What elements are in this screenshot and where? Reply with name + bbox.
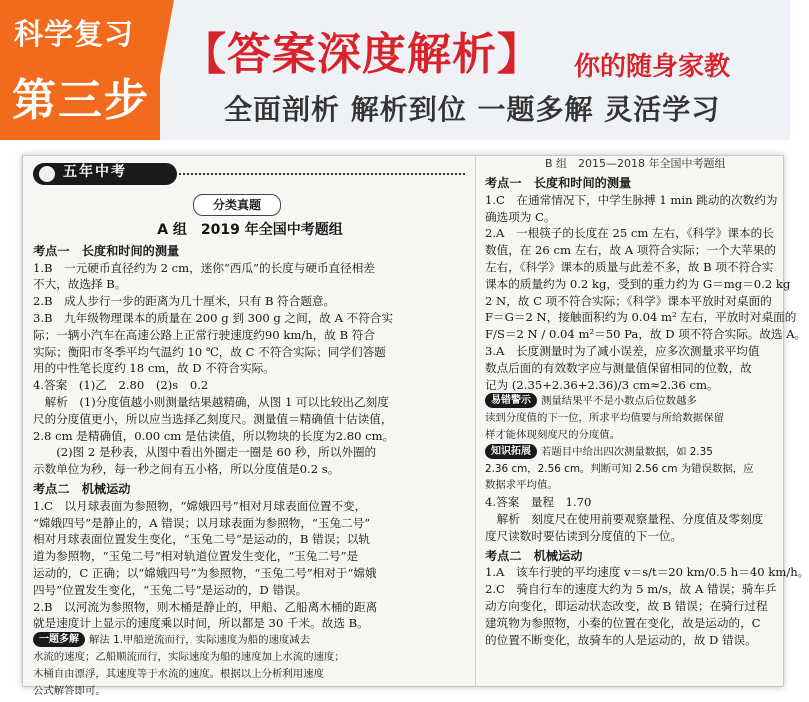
answer-item — [33, 377, 467, 478]
category-label: 分类真题 — [193, 194, 281, 216]
answer-line: 2 N，故 C 项不符合实际；《科学》课本平放时对桌面的 — [485, 293, 772, 308]
section-banner-head — [33, 163, 177, 185]
answer-line: 建筑物为参照物，小秦的位置在变化，故是运动的，C — [485, 615, 761, 630]
answer-line: 尺的分度值更小，所以应当选择乙刻度尺。测量值＝精确值十估读值， — [33, 411, 393, 426]
answer-line: 4.答案 量程 1.70 — [485, 495, 592, 510]
answer-line: (2)图 2 是秒表，从图中看出外圈走一圈是 60 秒，所以外圈的 — [33, 445, 377, 460]
answer-item — [33, 293, 467, 310]
answer-line: 相对月球表面位置发生变化，“玉兔二号”是运动的，B 错误；以轨 — [33, 532, 371, 547]
section-banner-title: 五年中考 — [63, 164, 127, 180]
answer-item — [485, 494, 785, 544]
answer-line: 课本的质量约为 0.2 kg，受到的重力约为 G＝mg＝0.2 kg — [485, 276, 791, 291]
knowledge-point-title: 考点二 机械运动 — [33, 481, 131, 496]
banner-headline: 【答案深度解析】 — [182, 29, 542, 80]
note-line: 若题目中给出四次测量数据，如 2.35 — [541, 445, 713, 458]
left-column — [33, 156, 467, 699]
answer-line: 动方向变化，即运动状态改变，故 B 错误；在骑行过程 — [485, 598, 768, 613]
answer-item — [33, 260, 467, 294]
multi-solution-note — [33, 632, 467, 699]
error-warning-badge: 易错警示 — [485, 393, 537, 408]
answer-line: 3.A 长度测量时为了减小误差，应多次测量求平均值 — [485, 343, 760, 358]
note-line: 读到分度值的下一位，所求平均值要与所给数据保留 — [485, 412, 724, 425]
answer-line: 就是速度计上显示的速度乘以时间，所以都是 30 千米。故选 B。 — [33, 616, 369, 631]
answer-item — [33, 599, 467, 633]
badge-line1: 科学复习 — [14, 17, 135, 51]
answer-line: “嫦娥四号”是静止的，A 错误；以月球表面为参照物，“玉兔二号” — [33, 515, 371, 530]
promo-banner — [0, 0, 790, 140]
answer-line: 1.C 在通常情况下，中学生脉搏 1 min 跳动的次数约为 — [485, 192, 778, 207]
answer-line: 4.答案 (1)乙 2.80 (2)s 0.2 — [33, 378, 209, 393]
answer-item — [33, 498, 467, 599]
answer-line: 实际；衡阳市冬季平均气温约 10 ℃，故 C 不符合实际；同学们答题 — [33, 344, 386, 359]
right-column — [485, 156, 809, 648]
answer-line: F＝G＝2 N，接触面积约为 0.04 m² 左右，平放时对桌面的 — [485, 310, 797, 325]
answer-line: 2.C 骑自行车的速度大约为 5 m/s，故 A 错误；骑车乒 — [485, 582, 777, 597]
answer-item — [485, 343, 785, 393]
section-banner — [33, 160, 467, 188]
note-line: 样才能体现刻度尺的分度值。 — [485, 428, 621, 441]
error-warning-note — [485, 393, 785, 443]
answer-line: 示数单位为秒，每一秒之间有五小格，所以分度值是0.2 s。 — [33, 462, 340, 477]
answer-line: 2.B 以河流为参照物，则木桶是静止的，甲船、乙船离木桶的距离 — [33, 599, 378, 614]
answer-line: 数值，在 26 cm 左右，故 A 项符合实际；一个大苹果的 — [485, 243, 776, 258]
badge-line2: 第三步 — [12, 75, 150, 126]
answer-page-scan — [22, 155, 809, 697]
answer-line: 数点后面的有效数字应与测量值保留相同的位数，故 — [485, 360, 752, 375]
step-badge — [0, 0, 160, 140]
mascot-icon — [39, 166, 55, 182]
answer-item — [485, 225, 807, 343]
answer-line: 解析 刻度尺在使用前要观察量程、分度值及零刻度 — [485, 511, 764, 526]
note-line: 测量结果平不是小数点后位数越多 — [541, 395, 697, 408]
answer-line: 2.A 一根筷子的长度在 25 cm 左右，《科学》课本的长 — [485, 226, 774, 241]
knowledge-point-title: 考点一 长度和时间的测量 — [33, 243, 180, 258]
note-line: 数据求平均值。 — [485, 479, 558, 492]
note-line: 解法 1.甲船逆流而行，实际速度为船的速度减去 — [89, 634, 311, 647]
answer-line: 2.B 成人步行一步的距离为几十厘米，只有 B 符合题意。 — [33, 294, 336, 309]
multi-solution-badge: 一题多解 — [33, 632, 85, 647]
answer-item — [485, 564, 809, 581]
knowledge-point-title: 考点二 机械运动 — [485, 548, 583, 563]
answer-item — [485, 192, 785, 226]
answer-line: 2.8 cm 是精确值，0.00 cm 是估读值，所以物块的长度为2.80 cm。 — [33, 428, 395, 443]
group-title: A 组 2019 年全国中考题组 — [157, 222, 343, 238]
answer-line: 的位置不断变化，故骑车的人是运动的，故 D 错误。 — [485, 632, 757, 647]
answer-line: 际；一辆小汽车在高速公路上正常行驶速度约90 km/h，故 B 符合 — [33, 327, 375, 342]
badge-slant — [148, 0, 174, 140]
answer-line: 不大，故选择 B。 — [33, 277, 127, 292]
column-divider — [475, 156, 476, 686]
knowledge-point-title: 考点一 长度和时间的测量 — [485, 176, 632, 190]
answer-line: F/S＝2 N / 0.04 m²＝50 Pa，故 D 项不符合实际。故选 A。 — [485, 327, 807, 342]
group-title-clipped: B 组 2015—2018 年全国中考题组 — [545, 157, 726, 170]
answer-line: 记为 (2.35+2.36+2.36)/3 cm≈2.36 cm。 — [485, 377, 719, 392]
answer-line: 道为参照物，“玉兔二号”相对轨道位置发生变化，“玉兔二号”是 — [33, 549, 359, 564]
note-line: 2.36 cm，2.56 cm。判断可知 2.56 cm 为错误数据，应 — [485, 462, 754, 475]
answer-line: 解析 (1)分度值越小则测量结果越精确，从图 1 可以比较出乙刻度 — [33, 394, 389, 409]
knowledge-extension-note — [485, 444, 785, 494]
answer-item — [33, 310, 467, 377]
knowledge-extension-badge: 知识拓展 — [485, 444, 537, 459]
section-banner-rule — [179, 173, 465, 175]
answer-line: 度尺读数时要估读到分度值的下一位。 — [485, 528, 683, 543]
note-line: 公式解答即可。 — [33, 684, 106, 697]
answer-line: 1.A 该车行驶的平均速度 v＝s/t＝20 km/0.5 h＝40 km/h。 — [485, 565, 809, 580]
answer-line: 3.B 九年级物理课本的质量在 200 g 到 300 g 之间，故 A 不符合实 — [33, 310, 394, 325]
answer-line: 左右，《科学》课本的质量与此差不多，故 B 项不符合实 — [485, 259, 774, 274]
note-line: 木桶自由漂浮，其速度等于水流的速度。根据以上分析利用速度 — [33, 667, 324, 680]
answer-line: 确选项为 C。 — [485, 209, 556, 224]
answer-line: 运动的，C 正确；以“嫦娥四号”为参照物，“玉兔二号”相对于“嫦娥 — [33, 565, 377, 580]
answer-line: 用的中性笔长度约 18 cm，故 D 不符合实际。 — [33, 361, 275, 376]
banner-subline: 全面剖析 解析到位 一题多解 灵活学习 — [224, 93, 721, 126]
note-line: 水流的速度；乙船顺流而行，实际速度为船的速度加上水流的速度； — [33, 650, 345, 663]
answer-line: 1.B 一元硬币直径约为 2 cm，迷你“西瓜”的长度与硬币直径相差 — [33, 260, 375, 275]
banner-tagline: 你的随身家教 — [574, 52, 731, 82]
answer-line: 1.C 以月球表面为参照物，“嫦娥四号”相对月球表面位置不变， — [33, 498, 367, 513]
answer-item — [485, 581, 785, 648]
answer-line: 四号”位置发生变化，“玉兔二号”是运动的，D 错误。 — [33, 582, 308, 597]
